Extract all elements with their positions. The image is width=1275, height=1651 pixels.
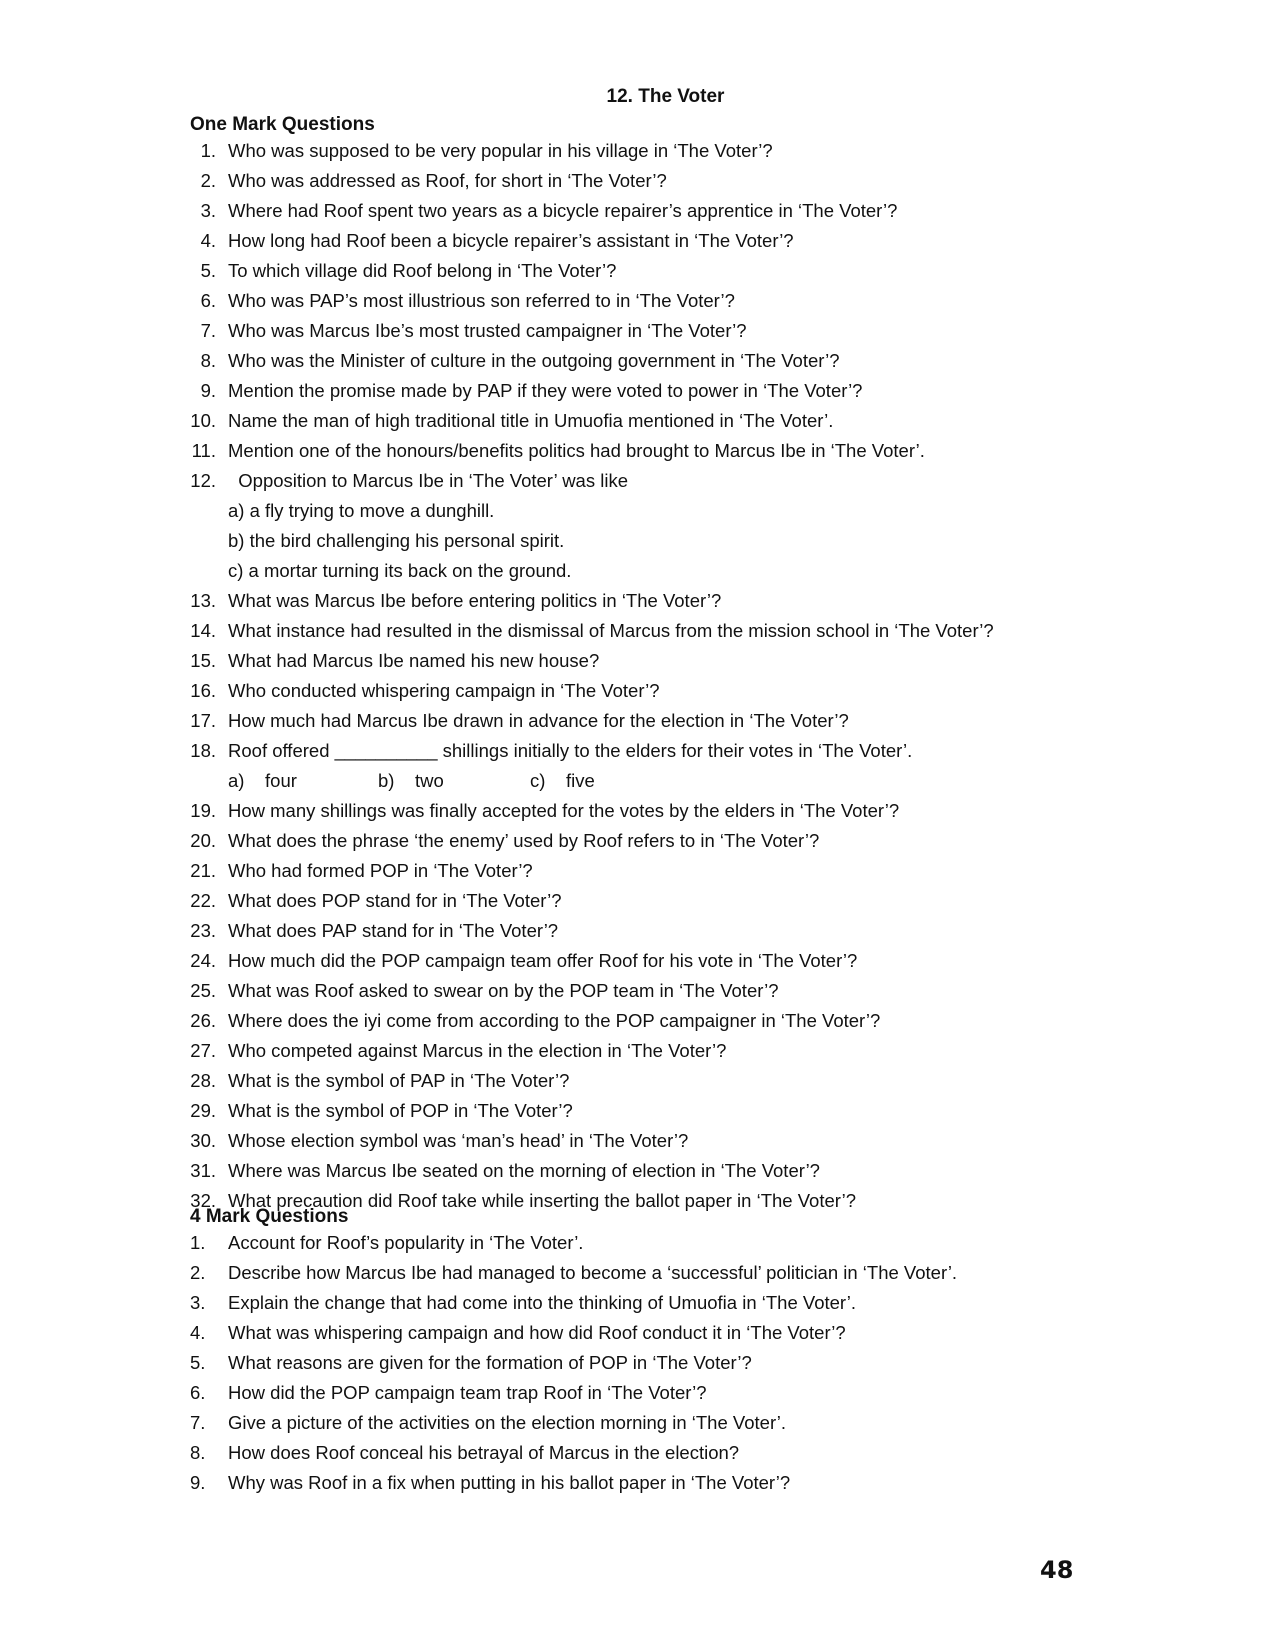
option-item: b) the bird challenging his personal spirit. — [228, 530, 565, 551]
list-item: 3. Where had Roof spent two years as a bicycle repairer’s apprentice in ‘The Voter’? — [200, 200, 898, 221]
section-heading-four-mark: 4 Mark Questions — [190, 1206, 349, 1227]
list-item: 10. Name the man of high traditional title in Umuofia mentioned in ‘The Voter’. — [190, 410, 834, 431]
list-item: 16. Who conducted whispering campaign in ‘The Voter’? — [190, 680, 660, 701]
list-item: 15. What had Marcus Ibe named his new house? — [190, 650, 600, 671]
list-item: 20. What does the phrase ‘the enemy’ used by Roof refers to in ‘The Voter’? — [190, 830, 820, 851]
list-item: 13. What was Marcus Ibe before entering politics in ‘The Voter’? — [190, 590, 722, 611]
list-item: 11. Mention one of the honours/benefits politics had brought to Marcus Ibe in ‘The Voter’. — [191, 440, 925, 461]
list-item: 27. Who competed against Marcus in the election in ‘The Voter’? — [190, 1040, 727, 1061]
list-item: 22. What does POP stand for in ‘The Voter’? — [190, 890, 562, 911]
list-item: 3. Explain the change that had come into the thinking of Umuofia in ‘The Voter’. — [190, 1292, 857, 1313]
list-item: 31. Where was Marcus Ibe seated on the morning of election in ‘The Voter’? — [190, 1160, 820, 1181]
list-item: 2. Who was addressed as Roof, for short in ‘The Voter’? — [200, 170, 667, 191]
list-item: 18. Roof offered __________ shillings initially to the elders for their votes in ‘The Voter’. — [190, 740, 913, 761]
list-item: 9. Why was Roof in a fix when putting in his ballot paper in ‘The Voter’? — [190, 1472, 791, 1493]
list-item: 8. Who was the Minister of culture in the outgoing government in ‘The Voter’? — [200, 350, 840, 371]
list-item: 6. How did the POP campaign team trap Roof in ‘The Voter’? — [190, 1382, 707, 1403]
list-item: 1. Who was supposed to be very popular in his village in ‘The Voter’? — [200, 140, 773, 161]
list-item: 5. What reasons are given for the formation of POP in ‘The Voter’? — [190, 1352, 752, 1373]
list-item: 28. What is the symbol of PAP in ‘The Voter’? — [190, 1070, 570, 1091]
four-mark-list — [190, 1228, 1090, 1498]
list-item: 4. What was whispering campaign and how did Roof conduct it in ‘The Voter’? — [190, 1322, 846, 1343]
list-item: 19. How many shillings was finally accepted for the votes by the elders in ‘The Voter’? — [190, 800, 900, 821]
list-item: 17. How much had Marcus Ibe drawn in advance for the election in ‘The Voter’? — [190, 710, 849, 731]
list-item: 30. Whose election symbol was ‘man’s head’ in ‘The Voter’? — [190, 1130, 689, 1151]
list-item: 21. Who had formed POP in ‘The Voter’? — [190, 860, 533, 881]
list-item: 4. How long had Roof been a bicycle repairer’s assistant in ‘The Voter’? — [200, 230, 794, 251]
list-item: 1. Account for Roof’s popularity in ‘The Voter’. — [190, 1232, 584, 1253]
page-number: 48 — [1040, 1556, 1074, 1584]
option-item: a) a fly trying to move a dunghill. — [228, 500, 495, 521]
list-item: 7. Who was Marcus Ibe’s most trusted campaigner in ‘The Voter’? — [200, 320, 747, 341]
list-item: 29. What is the symbol of POP in ‘The Voter’? — [190, 1100, 573, 1121]
list-item: 7. Give a picture of the activities on the election morning in ‘The Voter’. — [190, 1412, 787, 1433]
list-item: 23. What does PAP stand for in ‘The Voter’? — [190, 920, 559, 941]
page-title: 12. The Voter — [606, 86, 725, 107]
list-item: 2. Describe how Marcus Ibe had managed to become a ‘successful’ politician in ‘The Voter’. — [190, 1262, 958, 1283]
list-item: 9. Mention the promise made by PAP if they were voted to power in ‘The Voter’? — [200, 380, 863, 401]
list-item: 25. What was Roof asked to swear on by the POP team in ‘The Voter’? — [190, 980, 779, 1001]
option-item: c) a mortar turning its back on the ground. — [228, 560, 572, 581]
list-item: 24. How much did the POP campaign team offer Roof for his vote in ‘The Voter’? — [190, 950, 858, 971]
option-row: a) four b) two c) five — [228, 770, 595, 791]
list-item: 6. Who was PAP’s most illustrious son referred to in ‘The Voter’? — [200, 290, 735, 311]
list-item: 32. What precaution did Roof take while inserting the ballot paper in ‘The Voter’? — [190, 1190, 856, 1211]
list-item: 5. To which village did Roof belong in ‘The Voter’? — [200, 260, 617, 281]
list-item: 8. How does Roof conceal his betrayal of Marcus in the election? — [190, 1442, 740, 1463]
list-item: 14. What instance had resulted in the dismissal of Marcus from the mission school in ‘The Voter’? — [190, 620, 994, 641]
one-mark-list-a — [190, 136, 1090, 1216]
section-heading-one-mark: One Mark Questions — [190, 114, 375, 135]
list-item: 12. Opposition to Marcus Ibe in ‘The Voter’ was like — [190, 470, 628, 491]
list-item: 26. Where does the iyi come from according to the POP campaigner in ‘The Voter’? — [190, 1010, 881, 1031]
